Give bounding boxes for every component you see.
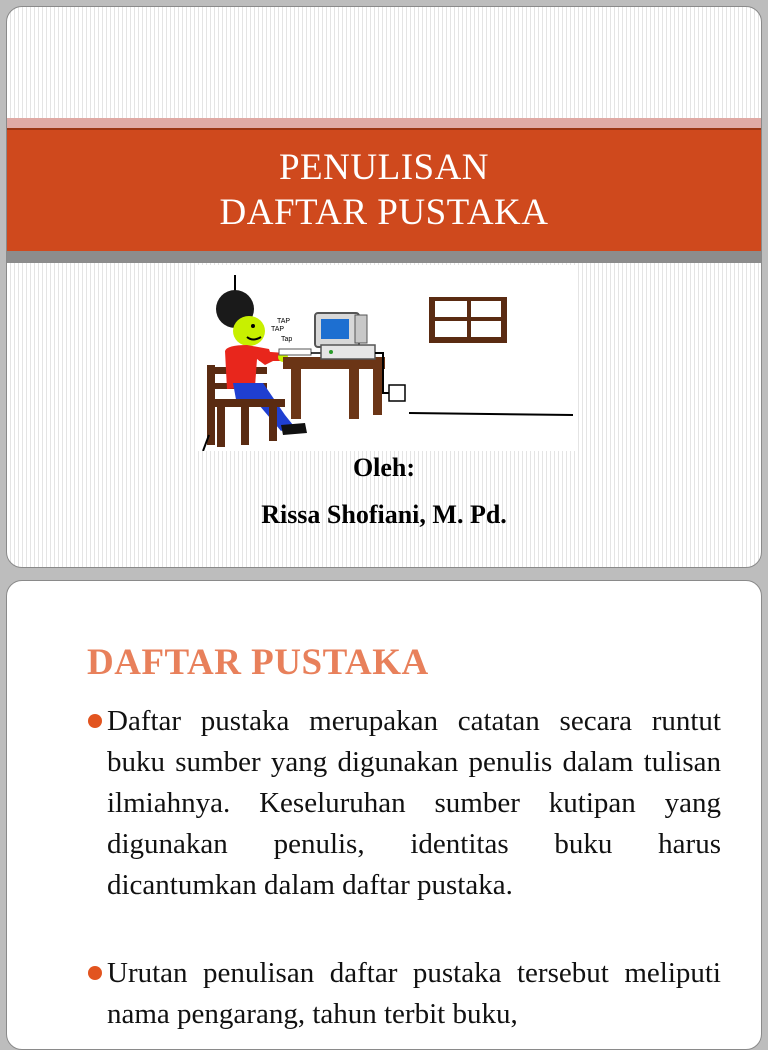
bullet-text: Urutan penulisan daftar pustaka tersebut meliputi nama pengarang, tahun terbit buku, [107,957,721,1030]
bullet-item [107,701,721,906]
person-typing-computer-clipart [197,265,577,451]
slide-title [6,6,762,568]
title-bar [7,128,761,253]
title-bottom-band [7,251,761,263]
title-top-band [7,118,761,128]
title-line-1: PENULISAN [278,147,490,188]
tap-text-2: TAP [271,326,285,333]
tap-text-3: Tap [281,336,293,343]
slide-heading: DAFTAR PUSTAKA [87,642,429,683]
bullet-item [107,953,721,1035]
title-line-2: DAFTAR PUSTAKA [219,192,549,233]
bullet-text: Daftar pustaka merupakan catatan secara runtut buku sumber yang digunakan penulis dalam tulisan ilmiahnya. Keseluruhan sumber kutipan yang digunakan penulis, identitas buku harus dicantumkan dalam daftar pustaka. [107,705,721,901]
bullet-dot-icon [88,714,102,728]
bullet-dot-icon [88,966,102,980]
by-label: Oleh: [352,453,416,482]
tap-text-1: TAP [277,318,291,325]
author-name: Rissa Shofiani, M. Pd. [261,500,507,529]
slide-content [6,580,762,1050]
